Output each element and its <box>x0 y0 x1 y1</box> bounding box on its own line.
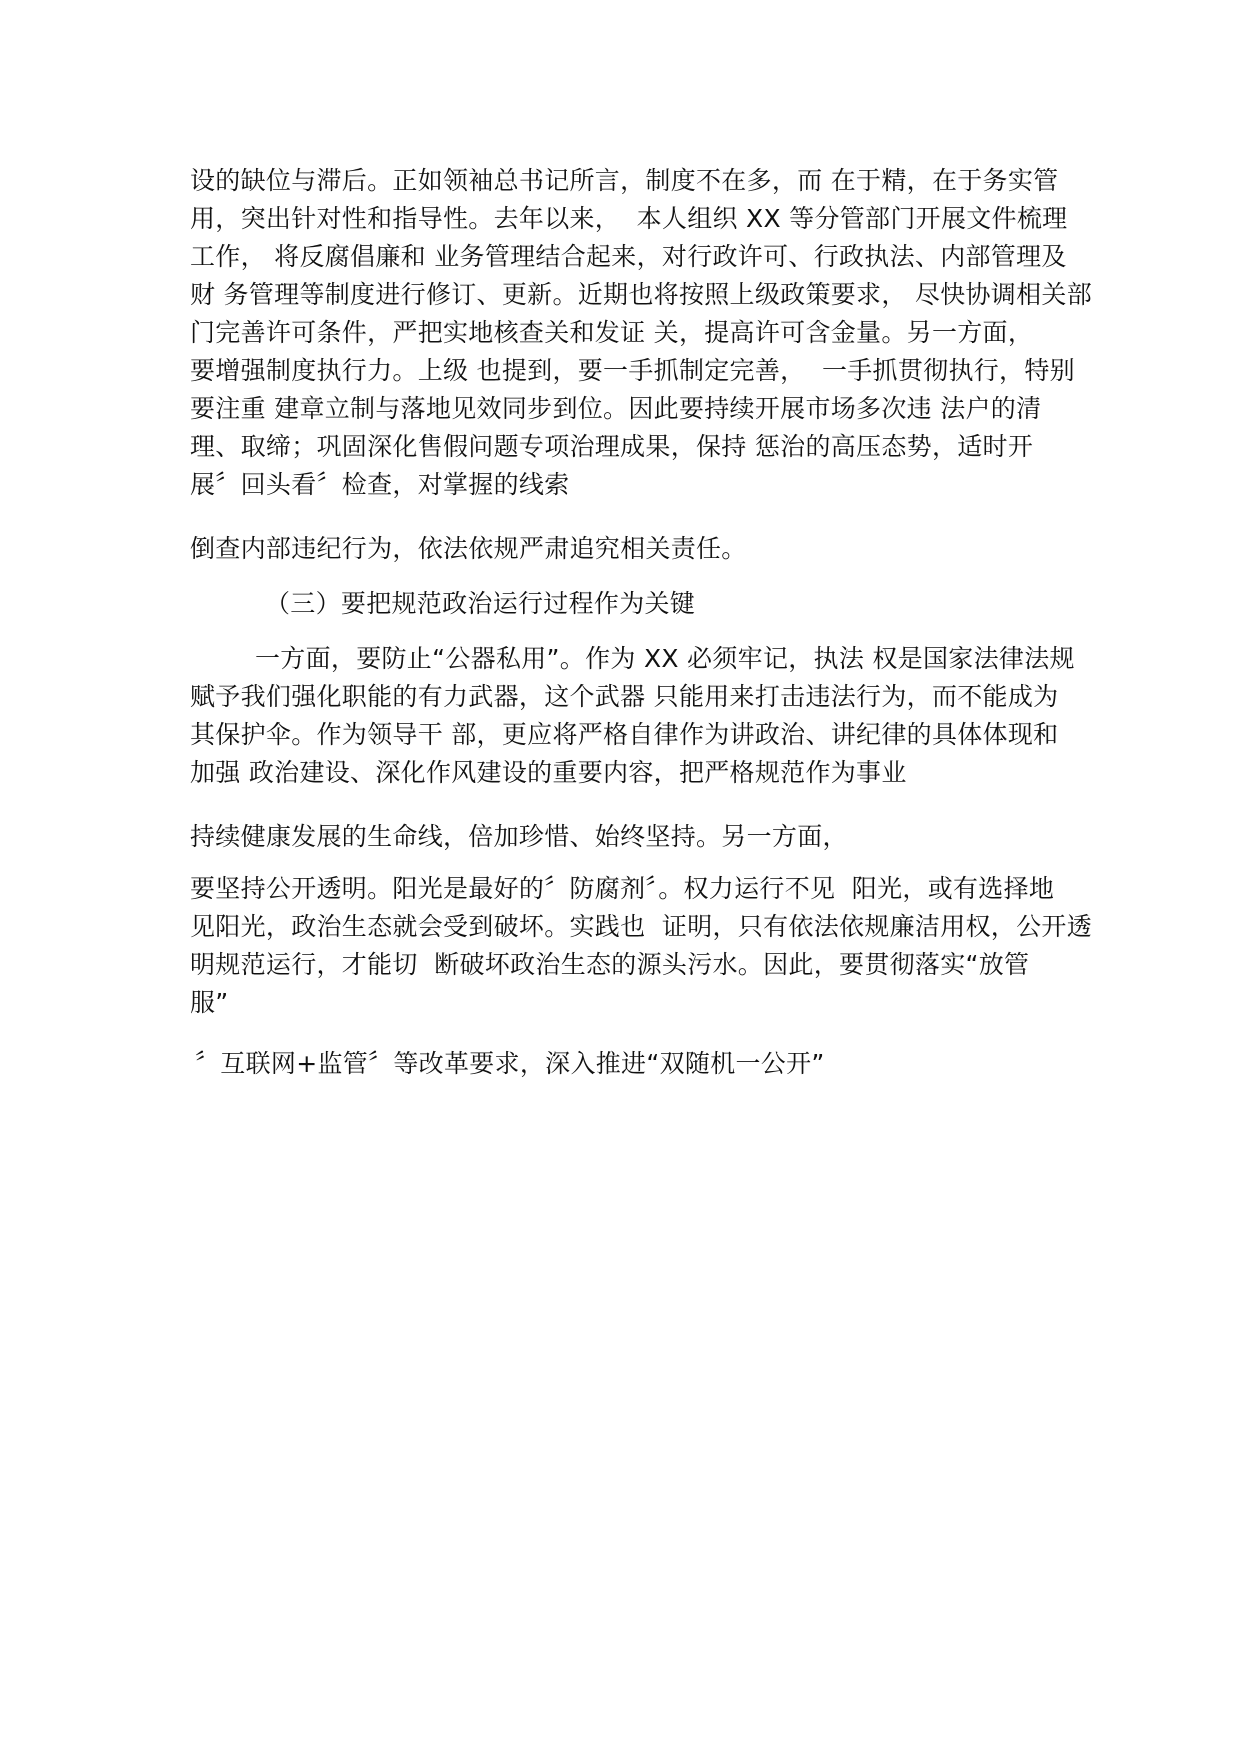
body-line-15: 加强 政治建设、深化作风建设的重要内容，把严格规范作为事业 <box>190 758 907 787</box>
body-line-17: 要坚持公开透明。阳光是最好的〞防腐剂〞。权力运行不见 阳光，或有选择地 <box>190 874 1055 903</box>
body-line-10: 倒查内部违纪行为，依法依规严肃追究相关责任。 <box>190 534 747 563</box>
body-line-5: 门完善许可条件，严把实地核查关和发证 关，提高许可含金量。另一方面， <box>190 318 1034 347</box>
body-line-12: 一方面，要防止“公器私用”。作为 XX 必须牢记，执法 权是国家法律法规 <box>255 644 1075 673</box>
body-line-21: 〞互联网+监管〞等改革要求，深入推进“双随机一公开” <box>195 1049 825 1078</box>
body-line-1: 设的缺位与滞后。正如领袖总书记所言，制度不在多，而 在于精，在于务实管 <box>190 166 1059 195</box>
body-line-13: 赋予我们强化职能的有力武器，这个武器 只能用来打击违法行为，而不能成为 <box>190 682 1059 711</box>
body-line-2: 用，突出针对性和指导性。去年以来， 本人组织 XX 等分管部门开展文件梳理 <box>190 204 1068 233</box>
body-line-16: 持续健康发展的生命线，倍加珍惜、始终坚持。另一方面， <box>190 822 848 851</box>
body-line-4: 财 务管理等制度进行修订、更新。近期也将按照上级政策要求， 尽快协调相关部 <box>190 280 1092 309</box>
section-heading: （三）要把规范政治运行过程作为关键 <box>265 589 696 618</box>
body-line-8: 理、取缔；巩固深化售假问题专项治理成果，保持 惩治的高压态势，适时开 <box>190 432 1034 461</box>
body-line-3: 工作， 将反腐倡廉和 业务管理结合起来，对行政许可、行政执法、内部管理及 <box>190 242 1067 271</box>
body-line-6: 要增强制度执行力。上级 也提到，要一手抓制定完善， 一手抓贯彻执行，特别 <box>190 356 1075 385</box>
body-line-7: 要注重 建章立制与落地见效同步到位。因此要持续开展市场多次违 法户的清 <box>190 394 1042 423</box>
body-line-19: 明规范运行，才能切 断破坏政治生态的源头污水。因此，要贯彻落实“放管 <box>190 950 1030 979</box>
body-line-18: 见阳光，政治生态就会受到破坏。实践也 证明，只有依法依规廉洁用权，公开透 <box>190 912 1092 941</box>
body-line-20: 服” <box>190 988 229 1017</box>
body-line-9: 展〞回头看〞检查，对掌握的线索 <box>190 470 570 499</box>
body-line-14: 其保护伞。作为领导干 部，更应将严格自律作为讲政治、讲纪律的具体体现和 <box>190 720 1059 749</box>
